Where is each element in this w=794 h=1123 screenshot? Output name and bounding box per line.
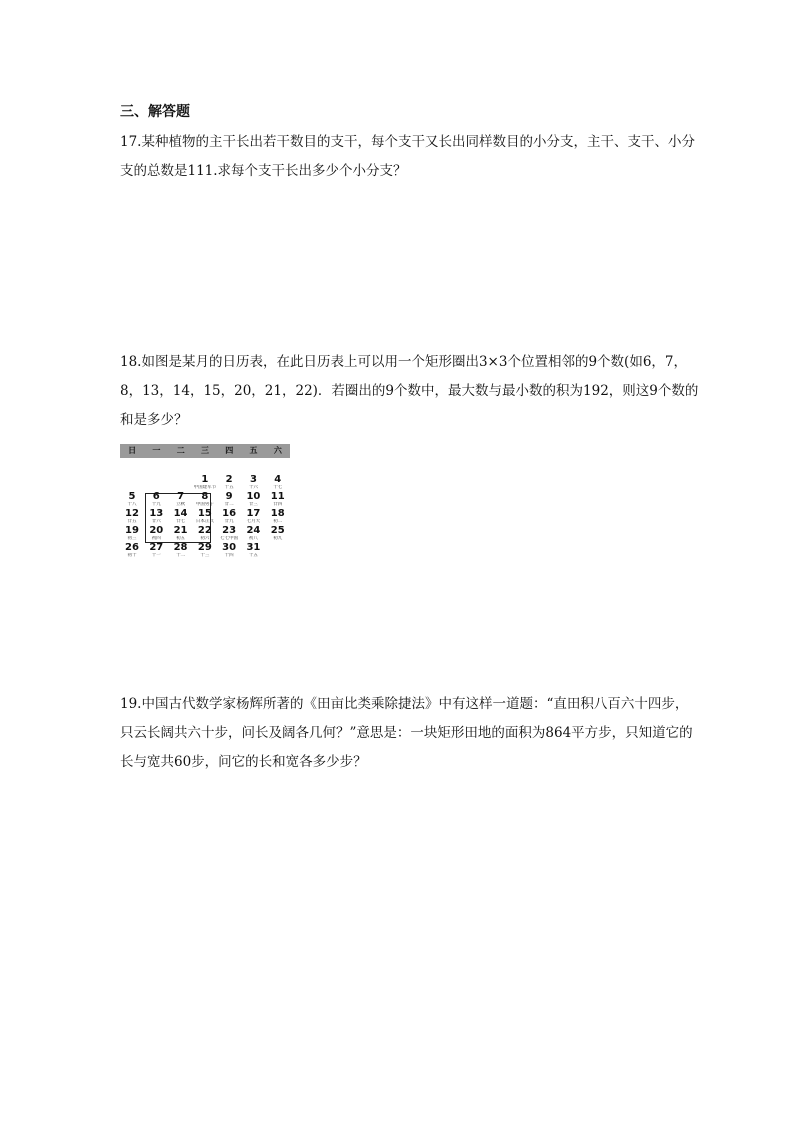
calendar-day [169,509,193,525]
calendar-day [266,526,290,542]
question-18: 18.如图是某月的日历表，在此日历表上可以用一个矩形圈出3×3个位置相邻的9个数(如6，7，8，13，14，15，20，21，22)．若圈出的9个数中，最大数与最小数的积为192，则这9个数的和是多少？ [120,354,699,428]
question-19: 19.中国古代数学家杨辉所著的《田亩比类乘除捷法》中有这样一道题：“直田积八百六十四步，只云长阔共六十步，问长及阔各几何？”意思是：一块矩形田地的面积为864平方步，只知道它的长与宽共60步，问它的长和宽各多少步？ [120,696,693,770]
calendar-day-number: 5 [128,491,136,502]
calendar-day-lunar-label: 十五 [224,485,234,490]
calendar-day [120,492,144,508]
calendar-day-lunar-label: 十一 [151,553,161,558]
calendar-day [169,492,193,508]
calendar-day [120,543,144,559]
calendar-day-lunar-label: 初十 [127,553,137,558]
calendar-day-lunar-label: 初六 [200,536,210,541]
calendar-day-number: 26 [125,542,139,553]
calendar-day-number: 29 [197,542,212,553]
calendar-day-number: 10 [246,491,261,502]
calendar-day-number: 30 [222,542,237,553]
weekday-label: 四 [225,446,234,455]
calendar-day-number: 1 [201,474,209,485]
calendar-day-lunar-label: 十二 [176,553,186,558]
calendar-day-lunar-label: 十九 [151,502,161,507]
calendar-day-lunar-label: 十八 [127,502,137,507]
calendar-day [241,543,265,559]
calendar-day-number: 8 [201,491,209,502]
calendar-day [120,526,144,542]
calendar-day [193,543,217,559]
calendar-day [241,526,265,542]
calendar-day [169,526,193,542]
weekday-label: 日 [128,446,137,455]
calendar-day [266,509,290,525]
calendar-day-lunar-label: 初八 [248,536,258,541]
calendar-day-lunar-label: 廿二 [224,502,234,507]
calendar-day [241,475,265,491]
calendar-day-number: 25 [270,525,285,536]
calendar-day-number: 14 [173,508,188,519]
calendar-day-number: 15 [197,508,212,519]
calendar-day [241,509,265,525]
calendar-day-number: 22 [197,525,212,536]
calendar-day [169,543,193,559]
calendar-day-lunar-label: 廿六 [151,519,161,524]
calendar-day-number: 17 [246,508,261,519]
weekday-label: 二 [176,446,185,455]
calendar-day-number: 3 [249,474,257,485]
calendar-day-number: 28 [173,542,188,553]
weekday-label: 五 [249,446,258,455]
calendar-grid [120,458,290,559]
calendar-day-lunar-label: 廿七 [176,519,186,524]
calendar-day-lunar-label: 十三 [200,553,210,558]
weekday-label: 一 [152,446,161,455]
calendar-day-lunar-label: 廿三 [248,502,258,507]
calendar-day-lunar-label: 十四 [224,553,234,558]
calendar-day [193,526,217,542]
calendar-day-lunar-label: 初九 [273,536,283,541]
calendar-day [120,509,144,525]
section-title: 三、解答题 [120,104,190,120]
calendar-day-lunar-label: 廿九 [224,519,234,524]
calendar-day [241,492,265,508]
calendar-day-lunar-label: 七七中国 [220,536,239,541]
calendar-day-number: 13 [149,508,164,519]
calendar-day-number: 31 [246,542,261,553]
calendar-day [144,543,168,559]
calendar-day-number: 6 [152,491,160,502]
calendar-day [266,475,290,491]
calendar-day [193,475,217,491]
calendar-day-number: 12 [125,508,139,519]
calendar-day [217,509,241,525]
calendar-day-number: 20 [149,525,164,536]
calendar-day-number: 7 [177,491,185,502]
calendar-day [144,509,168,525]
calendar-day-number: 2 [225,474,233,485]
calendar-day-number: 18 [270,508,285,519]
calendar-day-lunar-label: 立秋 [176,502,186,507]
weekday-label: 三 [200,446,209,455]
calendar-day-number: 16 [222,508,237,519]
calendar-day-lunar-label: 十七 [273,485,283,490]
calendar-day-number: 24 [246,525,261,536]
calendar-day-lunar-label: 十六 [248,485,258,490]
calendar-figure [120,444,290,559]
calendar-day-number: 23 [222,525,237,536]
calendar-day-number: 4 [274,474,282,485]
calendar-day-number: 9 [225,491,233,502]
calendar-day-lunar-label: 廿四 [273,502,283,507]
calendar-day-lunar-label: 初二 [273,519,283,524]
calendar-day-lunar-label: 十五 [248,553,258,558]
calendar-day-lunar-label: 中国男子 [195,502,214,507]
calendar-day [144,526,168,542]
calendar-day-number: 11 [270,491,285,502]
calendar-day-number: 19 [125,525,139,536]
calendar-day-number: 27 [149,542,164,553]
calendar-day-lunar-label: 七月大 [246,519,261,524]
calendar-day [266,492,290,508]
calendar-weekday-header [120,444,290,458]
calendar-day-lunar-label: 中国建军节 [193,485,217,490]
calendar-day [217,526,241,542]
question-17: 17.某种植物的主干长出若干数目的支干，每个支干又长出同样数目的小分支，主干、支干、小分支的总数是111.求每个支干长出多少个小分支？ [120,134,695,179]
calendar-day-lunar-label: 廿五 [127,519,137,524]
calendar-day [193,509,217,525]
calendar-day-lunar-label: 初四 [151,536,161,541]
weekday-label: 六 [273,446,282,455]
calendar-day-lunar-label: 初五 [176,536,186,541]
calendar-day [217,543,241,559]
calendar-day-lunar-label: 日本正式 [195,519,214,524]
calendar-day [144,492,168,508]
calendar-day [217,475,241,491]
calendar-day-lunar-label: 初三 [127,536,137,541]
calendar-day-number: 21 [173,525,188,536]
calendar-day [217,492,241,508]
calendar-day [193,492,217,508]
